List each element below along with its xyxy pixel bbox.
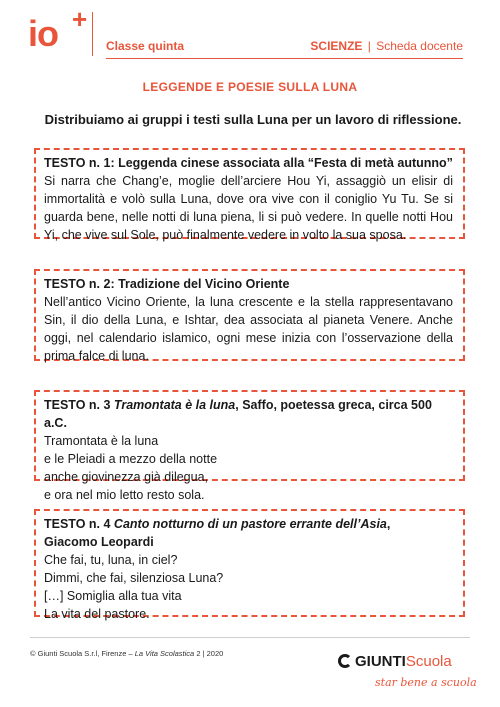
page-title: LEGGENDE E POESIE SULLA LUNA: [142, 80, 358, 94]
poem-line: […] Somiglia alla tua vita: [44, 589, 182, 603]
poem-line: anche giovinezza già dilegua,: [44, 470, 209, 484]
io-logo: [28, 4, 87, 54]
intro-text: Distribuiamo ai gruppi i testi sulla Luna per un lavoro di riflessione.: [44, 112, 462, 127]
giunti-logo: [338, 653, 452, 670]
copyright-pre: © Giunti Scuola S.r.l, Firenze –: [30, 649, 135, 658]
text-3-heading: [44, 396, 453, 432]
text-3-heading-title: Tramontata è la luna: [113, 398, 236, 412]
text-4-heading-title: Canto notturno di un pastore errante dell’Asia: [113, 517, 387, 531]
footer-copyright: [30, 649, 223, 658]
text-3-heading-pre: TESTO n. 3: [44, 398, 114, 412]
text-card-2: [34, 269, 465, 361]
giunti-logo-icon: [338, 654, 352, 668]
brand-tagline: star bene a scuola: [375, 676, 477, 689]
poem-line: Dimmi, che fai, silenziosa Luna?: [44, 571, 224, 585]
text-4-heading-pre: TESTO n. 4: [44, 517, 114, 531]
text-4-heading-post: ,: [386, 517, 391, 531]
text-4-author: Giacomo Leopardi: [44, 535, 154, 549]
text-card-4: [34, 509, 465, 621]
poem-line: Tramontata è la luna: [44, 434, 159, 448]
copyright-publication: La Vita Scolastica: [134, 649, 195, 658]
logo-text: io: [28, 13, 58, 54]
poem-line: e ora nel mio letto resto sola.: [44, 488, 205, 502]
text-2-body: Nell’antico Vicino Oriente, la luna crescente e la stella rappresentavano Sin, il dio della Luna, e Ishtar, dea associata al pianeta Venere. Anche oggi, nel calendario islamico, ogni mese inizia con l’osservazione della prima falce di luna.: [44, 295, 453, 363]
text-4-heading: [44, 515, 453, 533]
text-1-heading: TESTO n. 1: Leggenda cinese associata alla “Festa di metà autunno”: [44, 156, 453, 170]
brand-suffix: Scuola: [405, 653, 452, 670]
brand-name: GIUNTI: [355, 653, 406, 670]
poem-line: La vita del pastore.: [44, 607, 150, 621]
subject-label: [310, 39, 463, 53]
text-card-3: [34, 390, 465, 502]
poem-line: e le Pleiadi a mezzo della notte: [44, 452, 218, 466]
header-divider: [92, 12, 93, 56]
poem-line: Che fai, tu, luna, in ciel?: [44, 553, 178, 567]
page-header: [0, 0, 500, 62]
logo-plus-icon: +: [72, 4, 87, 34]
text-3-heading-post: , Saffo, poetessa greca, circa 500 a.C.: [44, 398, 432, 430]
footer-rule: [30, 637, 470, 638]
doc-type: Scheda docente: [376, 39, 463, 53]
class-label: Classe quinta: [106, 39, 185, 53]
subject-name: SCIENZE: [310, 39, 363, 53]
text-2-heading: TESTO n. 2: Tradizione del Vicino Oriente: [44, 277, 290, 291]
text-card-1: [34, 148, 465, 242]
copyright-post: 2 | 2020: [194, 649, 224, 658]
subject-separator: |: [367, 39, 371, 53]
text-1-body: Si narra che Chang’e, moglie dell’arciere Hou Yi, assaggiò un elisir di immortalità e volò sulla Luna, dove ora vive con il coniglio Yu Tu. Se si guarda bene, nelle notti di luna piena, li si può vedere. In quelle notti Hou Yi, che vive sul Sole, può finalmente vedere in volto la sua sposa.: [44, 174, 453, 242]
header-rule: [106, 58, 463, 59]
